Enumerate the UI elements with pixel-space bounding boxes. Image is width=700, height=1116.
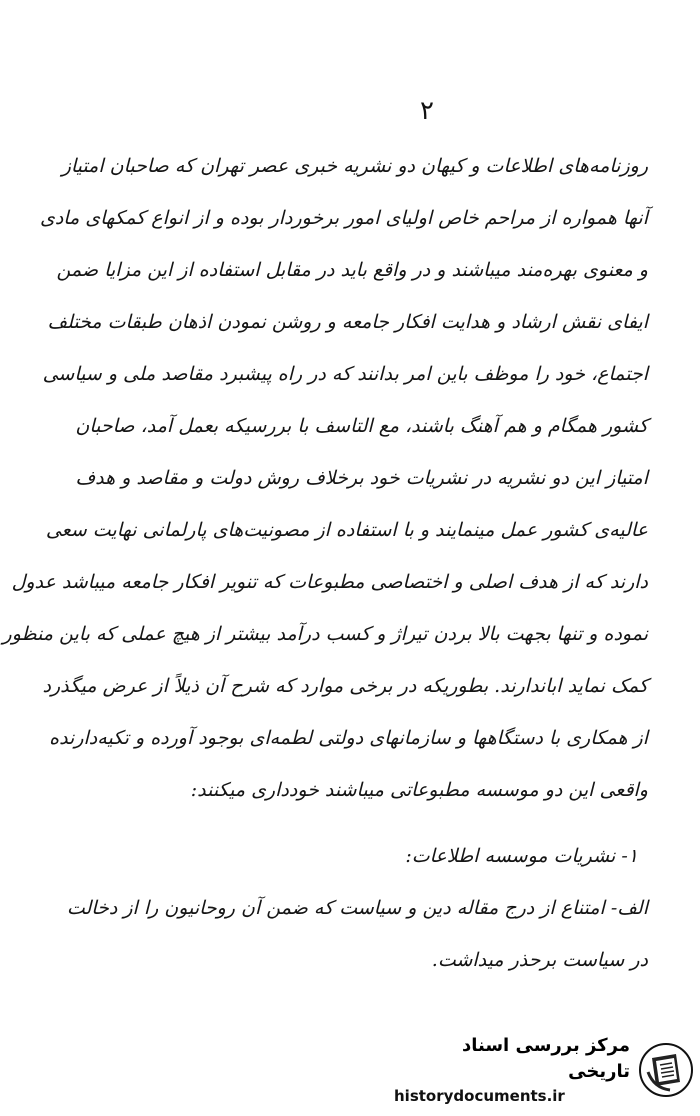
text-line-4: ایفای نقش ارشاد و هدایت افکار جامعه و روشن نمودن اذهان طبقات مختلف <box>47 311 648 333</box>
watermark-url: historydocuments.ir <box>394 1087 565 1105</box>
text-line-12: از همکاری با دستگاهها و سازمانهای دولتی لطمه‌ای بوجود آورده و تکیه‌دارنده <box>49 727 648 749</box>
watermark-text <box>394 1033 630 1107</box>
watermark-title: مرکز بررسی اسناد تاریخی <box>462 1035 630 1082</box>
text-line-6: کشور همگام و هم آهنگ باشند، مع التاسف با بررسیکه بعمل آمد، صاحبان <box>75 415 648 437</box>
text-line-9: دارند که از هدف اصلی و اختصاصی مطبوعات که تنویر افکار جامعه میباشد عدول <box>11 571 648 593</box>
text-line-10: نموده و تنها بجهت بالا بردن تیراژ و کسب درآمد بیشتر از هیچ عملی که باین منظور <box>2 623 648 645</box>
text-line-5: اجتماع، خود را موظف باین امر بدانند که در راه پیشبرد مقاصد ملی و سیاسی <box>42 363 648 385</box>
page-number: ۲ <box>420 96 434 126</box>
text-line-3: و معنوی بهره‌مند میباشند و در واقع باید در مقابل استفاده از این مزایا ضمن <box>56 259 648 281</box>
text-line-11: کمک نماید اباندارند. بطوریکه در برخی موارد که شرح آن ذیلاً از عرض میگذرد <box>42 675 648 697</box>
handwritten-body <box>2 140 648 986</box>
text-line-8: عالیه‌ی کشور عمل مینمایند و با استفاده از مصونیت‌های پارلمانی نهایت سعی <box>45 519 648 541</box>
text-line-1: روزنامه‌های اطلاعات و کیهان دو نشریه خبری عصر تهران که صاحبان امتیاز <box>61 155 648 177</box>
watermark <box>394 1030 694 1110</box>
text-line-15: الف- امتناع از درج مقاله دین و سیاست که ضمن آن روحانیون را از دخالت <box>66 897 648 919</box>
text-line-13: واقعی این دو موسسه مطبوعاتی میباشند خودداری میکنند: <box>190 779 648 801</box>
text-line-2: آنها همواره از مراحم خاص اولیای امور برخوردار بوده و از انواع کمکهای مادی <box>39 207 648 229</box>
archive-logo-icon <box>638 1042 694 1098</box>
text-line-16: در سیاست برحذر میداشت. <box>431 949 648 971</box>
section-heading: ۱- نشریات موسسه اطلاعات: <box>405 845 638 867</box>
text-line-7: امتیاز این دو نشریه در نشریات خود برخلاف روش دولت و مقاصد و هدف <box>75 467 648 489</box>
